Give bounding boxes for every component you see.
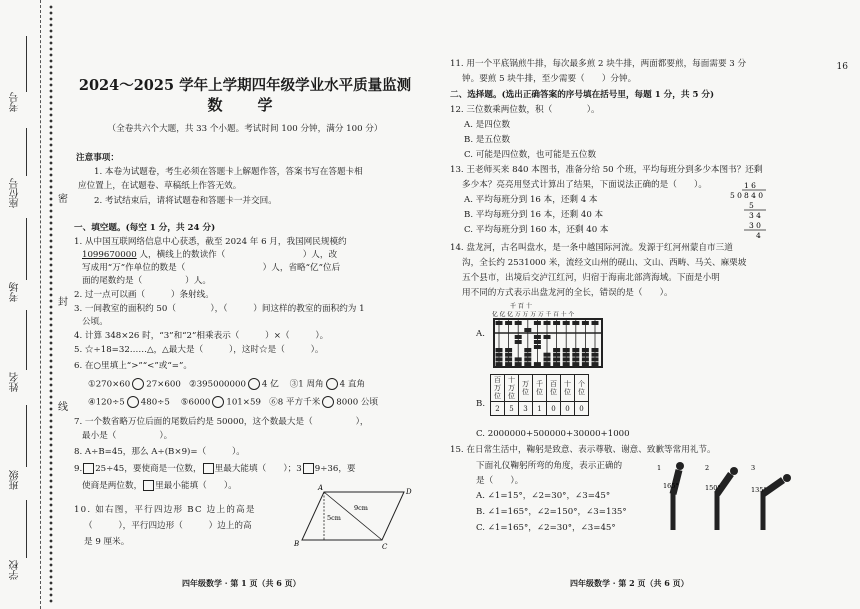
div-rem1: 3 4 <box>749 211 761 220</box>
abacus-bead <box>572 357 579 361</box>
q12-option-b[interactable]: B. 是五位数 <box>464 135 511 145</box>
compare-circle[interactable] <box>326 378 338 390</box>
q8: 8. A÷B=45，那么 A÷(B×9)=（ ）。 <box>74 447 245 457</box>
q12-option-a[interactable]: A. 是四位数 <box>464 120 511 130</box>
abacus-bead <box>582 353 589 357</box>
abacus-bead <box>582 357 589 361</box>
q7-line-b: 最小是（ ）。 <box>82 431 173 441</box>
person-1-head <box>676 462 684 470</box>
bowing-person-1 <box>657 462 684 530</box>
q9-number: 9. <box>74 464 83 474</box>
q9-text-3: 9÷36，要 <box>314 464 356 474</box>
long-division-figure <box>730 178 770 248</box>
q1-number: 1099670000 <box>82 250 137 260</box>
abacus-bead <box>553 357 560 361</box>
q6-1-left: ①270×60 <box>88 379 131 390</box>
q2: 2. 过一点可以画（ ）条射线。 <box>74 290 214 300</box>
abacus-bead <box>544 362 551 366</box>
abacus-bead <box>582 321 589 325</box>
q14-option-c[interactable]: C. 2000000+500000+30000+1000 <box>476 429 630 439</box>
div-step2: 3 0 <box>749 221 761 230</box>
q6-1-right: 27×600 <box>146 379 181 390</box>
exam-no-line <box>26 36 27 92</box>
label-9cm: 9cm <box>354 504 368 512</box>
q6: 6. 在○里填上“>”“<”或“=”。 <box>74 361 192 371</box>
q14-line-c: 五个县市，出境后交泸江红河，归宿于海南北部湾海域。下面是小明 <box>462 273 720 283</box>
abacus-bead <box>553 321 560 325</box>
q4: 4. 计算 348×26 时，“3”和“2”相乘表示（ ）×（ ）。 <box>74 331 329 341</box>
exam-title: 2024～2025 学年上学期四年级学业水平质量监测 <box>78 77 412 94</box>
abacus-bead <box>544 353 551 357</box>
compare-circle[interactable] <box>132 378 144 390</box>
abacus-bead <box>553 362 560 366</box>
abacus-bead <box>563 357 570 361</box>
seal-char-xian: 线 <box>58 398 68 413</box>
compare-circle[interactable] <box>212 396 224 408</box>
q10-line-a: 10. 如右图，平行四边形 BC 边上的高是 <box>74 505 256 515</box>
angle-label-1: 165° <box>663 482 679 490</box>
abacus-bead <box>553 348 560 352</box>
page-1 <box>74 0 416 609</box>
q6-3-right: 4 直角 <box>339 379 366 390</box>
compare-circle[interactable] <box>322 396 334 408</box>
q9-text-1: 25÷45，要使商是一位数， <box>95 464 202 474</box>
q14-option-b[interactable]: B. <box>476 399 486 409</box>
div-dividend: 8 4 0 <box>744 191 764 200</box>
abacus-bead <box>515 335 522 339</box>
person-3-head <box>783 474 791 482</box>
q1-line-a: 1. 从中国互联网络信息中心获悉，截至 2024 年 6 月，我国网民规模约 <box>74 237 347 247</box>
person-label-2: 2 <box>705 464 710 472</box>
vertex-a: A <box>318 484 324 492</box>
abacus-bead <box>572 321 579 325</box>
bowing-person-3 <box>751 464 791 530</box>
page-1-footer: 四年级数学 · 第 1 页（共 6 页） <box>182 578 301 588</box>
q6-2-right: 4 亿 <box>261 379 279 390</box>
place-value-header: 十 万 位 <box>505 375 519 402</box>
abacus-bead <box>563 348 570 352</box>
corner-page-number: 16 <box>836 62 848 72</box>
abacus-bead <box>592 357 599 361</box>
abacus-place-labels: 亿 亿 亿 万 万 万 万 千 百 十 个 <box>492 312 575 318</box>
place-value-digit: 0 <box>575 402 589 416</box>
angle-label-2: 150° <box>705 484 721 492</box>
place-value-digit: 5 <box>505 402 519 416</box>
abacus-bead <box>496 353 503 357</box>
dotted-seal-line <box>48 4 54 604</box>
abacus-bead <box>524 328 531 332</box>
page-2-footer: 四年级数学 · 第 2 页（共 6 页） <box>570 578 689 588</box>
abacus-bead <box>592 348 599 352</box>
abacus-bead <box>592 321 599 325</box>
place-value-digit: 1 <box>533 402 547 416</box>
person-label-3: 3 <box>751 464 756 472</box>
abacus-bead <box>524 362 531 366</box>
q9-text-2: 里最大能填（ ）；3 <box>214 464 302 474</box>
abacus-bead <box>563 353 570 357</box>
abacus-bead <box>592 353 599 357</box>
bowing-person-2 <box>705 464 738 530</box>
abacus-bead <box>515 362 522 366</box>
q1-line-d: 面的尾数约是（ ）人。 <box>82 276 211 286</box>
q11-line-a: 11. 用一个平底锅煎牛排，每次最多煎 2 块牛排，两面都要煎，每面需要 3 分 <box>450 59 747 69</box>
q6-row-1 <box>88 378 365 391</box>
q6-row-2 <box>88 396 378 409</box>
q15-line-b: 下面礼仪鞠躬所弯的角度，表示正确的 <box>476 461 623 471</box>
blank-square[interactable] <box>143 480 154 491</box>
abacus-bead <box>553 353 560 357</box>
abacus-bead <box>572 362 579 366</box>
school-label: 学校 <box>10 560 21 580</box>
angle-label-3: 135° <box>751 486 767 494</box>
abacus-bead <box>582 362 589 366</box>
place-value-header: 千 位 <box>533 375 547 402</box>
q15-option-c[interactable]: C. ∠1=165°，∠2=30°，∠3=45° <box>476 523 616 533</box>
exam-room-label: 考场 <box>10 282 21 302</box>
q15-line-a: 15. 在日常生活中，鞠躬是致意、表示尊敬、谢意、致歉等常用礼节。 <box>450 445 716 455</box>
place-value-digit: 0 <box>561 402 575 416</box>
abacus-bead <box>592 362 599 366</box>
abacus-rods <box>496 319 599 367</box>
q10-line-c: 是 9 厘米。 <box>84 537 130 547</box>
q15-line-c: 是（ ）。 <box>476 476 524 486</box>
place-value-header-row <box>491 375 589 402</box>
div-quotient: 1 6 <box>744 181 756 190</box>
div-rem2: 4 <box>756 231 761 240</box>
place-value-digit: 2 <box>491 402 505 416</box>
person-label-1: 1 <box>657 464 662 472</box>
exam-subject: 数 学 <box>207 96 283 114</box>
name-line <box>26 310 27 370</box>
abacus-bead <box>563 362 570 366</box>
q15-option-b[interactable]: B. ∠1=165°，∠2=150°，∠3=135° <box>476 507 627 517</box>
notice-1b: 应位置上，在试题卷、草稿纸上作答无效。 <box>78 181 242 191</box>
abacus-bead <box>515 357 522 361</box>
q14-option-a[interactable]: A. <box>476 329 485 339</box>
place-value-header: 百 万 位 <box>491 375 505 402</box>
abacus-bead <box>505 357 512 361</box>
abacus-bead <box>582 348 589 352</box>
q14-line-b: 沟，全长约 2531000 米，流经文山州的砚山、文山、西畴、马关、麻栗坡 <box>462 258 747 268</box>
abacus-bead <box>572 348 579 352</box>
q6-4-right: 480÷5 <box>140 397 170 408</box>
vertex-d: D <box>406 488 412 496</box>
q3-line-a: 3. 一间教室的面积约 50（ ），（ ）间这样的教室的面积约为 1 <box>74 304 365 314</box>
q11-line-b: 钟。要煎 5 块牛排，至少需要（ ）分钟。 <box>462 74 637 84</box>
div-step1: 5 <box>749 201 754 210</box>
q13-option-c[interactable]: C. 平均每班分到 160 本，还剩 40 本 <box>464 225 609 235</box>
name-label: 姓名 <box>10 372 21 392</box>
q12-option-c[interactable]: C. 可能是四位数，也可能是五位数 <box>464 150 597 160</box>
abacus-bead <box>534 345 541 349</box>
q5: 5. ☆÷18=32……△，△最大是（ ），这时☆是（ ）。 <box>74 345 324 355</box>
section-1-heading: 一、填空题。(每空 1 分，共 24 分) <box>74 223 216 233</box>
abacus-bead <box>524 348 531 352</box>
q6-5-right: 101×59 <box>226 397 261 408</box>
abacus-bead <box>544 357 551 361</box>
q3-line-b: 公顷。 <box>82 317 108 327</box>
compare-circle[interactable] <box>127 396 139 408</box>
q14-line-a: 14. 盘龙河，古名叫盘水，是一条中越国际河流。发源于红河州蒙自市三道 <box>450 243 733 253</box>
seat-no-line <box>26 128 27 176</box>
abacus-bead <box>505 348 512 352</box>
compare-circle[interactable] <box>248 378 260 390</box>
abacus-bead <box>515 340 522 344</box>
notice-2: 2. 考试结束后，请将试题卷和答题卡一并交回。 <box>94 196 277 206</box>
abacus-bead <box>496 357 503 361</box>
q9-text-4: 使商是两位数， <box>82 481 143 491</box>
person-2-head <box>730 467 738 475</box>
q13-line-b: 多少本？亮亮用竖式计算出了结果，下面说法正确的是（ ）。 <box>462 180 707 190</box>
q12: 12. 三位数乘两位数，积（ ）。 <box>450 105 600 115</box>
q14-line-d: 用不同的方式表示出盘龙河的全长，错误的是（ ）。 <box>462 288 673 298</box>
place-value-digit: 0 <box>547 402 561 416</box>
abacus-bead <box>544 321 551 325</box>
exam-room-line <box>26 218 27 280</box>
abacus-bead <box>524 353 531 357</box>
school-line <box>26 500 27 558</box>
q6-4-left: ④120÷5 <box>88 397 125 408</box>
notice-heading: 注意事项： <box>76 153 119 163</box>
page-2 <box>450 0 850 609</box>
abacus-bead <box>496 321 503 325</box>
q6-2-left: ②395000000 <box>189 379 246 390</box>
q6-6-right: 8000 公顷 <box>336 397 379 408</box>
abacus-bead <box>534 362 541 366</box>
place-value-table <box>490 374 589 416</box>
q9-line-b <box>82 480 237 493</box>
q13-option-b[interactable]: B. 平均每班分到 16 本，还剩 40 本 <box>464 210 604 220</box>
notice-1a: 1. 本卷为试题卷，考生必须在答题卡上解题作答，答案书写在答题卡相 <box>94 167 363 177</box>
vertex-c: C <box>382 543 388 551</box>
blank-square[interactable] <box>203 463 214 474</box>
place-value-header: 万 位 <box>519 375 533 402</box>
q10-line-b: （ ），平行四边形（ ）边上的高 <box>84 521 252 531</box>
place-value-header: 十 位 <box>561 375 575 402</box>
abacus-bead <box>505 362 512 366</box>
q1-line-b <box>82 249 337 262</box>
q15-option-a[interactable]: A. ∠1=15°，∠2=30°，∠3=45° <box>476 491 611 501</box>
seal-char-mi: 密 <box>58 190 68 205</box>
abacus-top-label: 千 百 十 <box>510 303 532 310</box>
q7-line-a: 7. 一个数省略万位后面的尾数后约是 50000，这个数最大是（ ）， <box>74 417 369 427</box>
binding-strip <box>0 0 70 609</box>
abacus-bead <box>572 353 579 357</box>
bowing-figures <box>655 462 795 532</box>
abacus-bead <box>496 362 503 366</box>
abacus-bead <box>515 321 522 325</box>
cut-line <box>40 0 41 609</box>
place-value-header: 个 位 <box>575 375 589 402</box>
abacus-bead <box>563 321 570 325</box>
place-value-digit-row <box>491 402 589 416</box>
q9-line-a <box>74 463 356 476</box>
blank-square[interactable] <box>303 463 314 474</box>
div-divisor: 5 0 <box>730 191 742 200</box>
abacus-figure <box>490 300 610 370</box>
seal-char-feng: 封 <box>58 293 68 308</box>
abacus-bead <box>505 321 512 325</box>
q13-option-a[interactable]: A. 平均每班分到 16 本，还剩 4 本 <box>464 195 598 205</box>
seat-no-label: 座位号 <box>10 178 21 208</box>
place-value-header: 百 位 <box>547 375 561 402</box>
abacus-bead <box>505 353 512 357</box>
blank-square[interactable] <box>83 463 94 474</box>
place-value-digit: 3 <box>519 402 533 416</box>
abacus-bead <box>534 335 541 339</box>
q13-line-a: 13. 王老师买来 840 本图书，准备分给 50 个班，平均每班分到多少本图书？还剩 <box>450 165 763 175</box>
exam-subtitle: （全卷共六个大题，共 33 个小题。考试时间 100 分钟，满分 100 分） <box>107 124 383 134</box>
abacus-bead <box>534 321 541 325</box>
q1-line-b-text: 人，横线上的数读作（ ）人，改 <box>136 250 338 260</box>
exam-no-label: 考号 <box>10 92 21 112</box>
q6-6-left: ⑥8 平方千米 <box>269 397 321 408</box>
abacus-bead <box>534 340 541 344</box>
label-5cm: 5cm <box>327 514 341 522</box>
class-label: 班级 <box>10 470 21 490</box>
vertex-b: B <box>294 540 300 548</box>
abacus-bead <box>544 335 551 339</box>
abacus-bead <box>496 348 503 352</box>
abacus-bead <box>524 357 531 361</box>
parallelogram-figure <box>294 484 412 551</box>
q6-5-left: ⑤6000 <box>180 397 211 408</box>
q6-3-left: ③1 周角 <box>289 379 324 390</box>
section-2-heading: 二、选择题。(选出正确答案的序号填在括号里，每题 1 分，共 5 分) <box>450 90 715 100</box>
class-line <box>26 405 27 467</box>
q1-line-c: 写成用“万”作单位的数是（ ）人，省略“亿”位后 <box>82 263 341 273</box>
q9-text-5: 里最小能填（ ）。 <box>155 481 237 491</box>
